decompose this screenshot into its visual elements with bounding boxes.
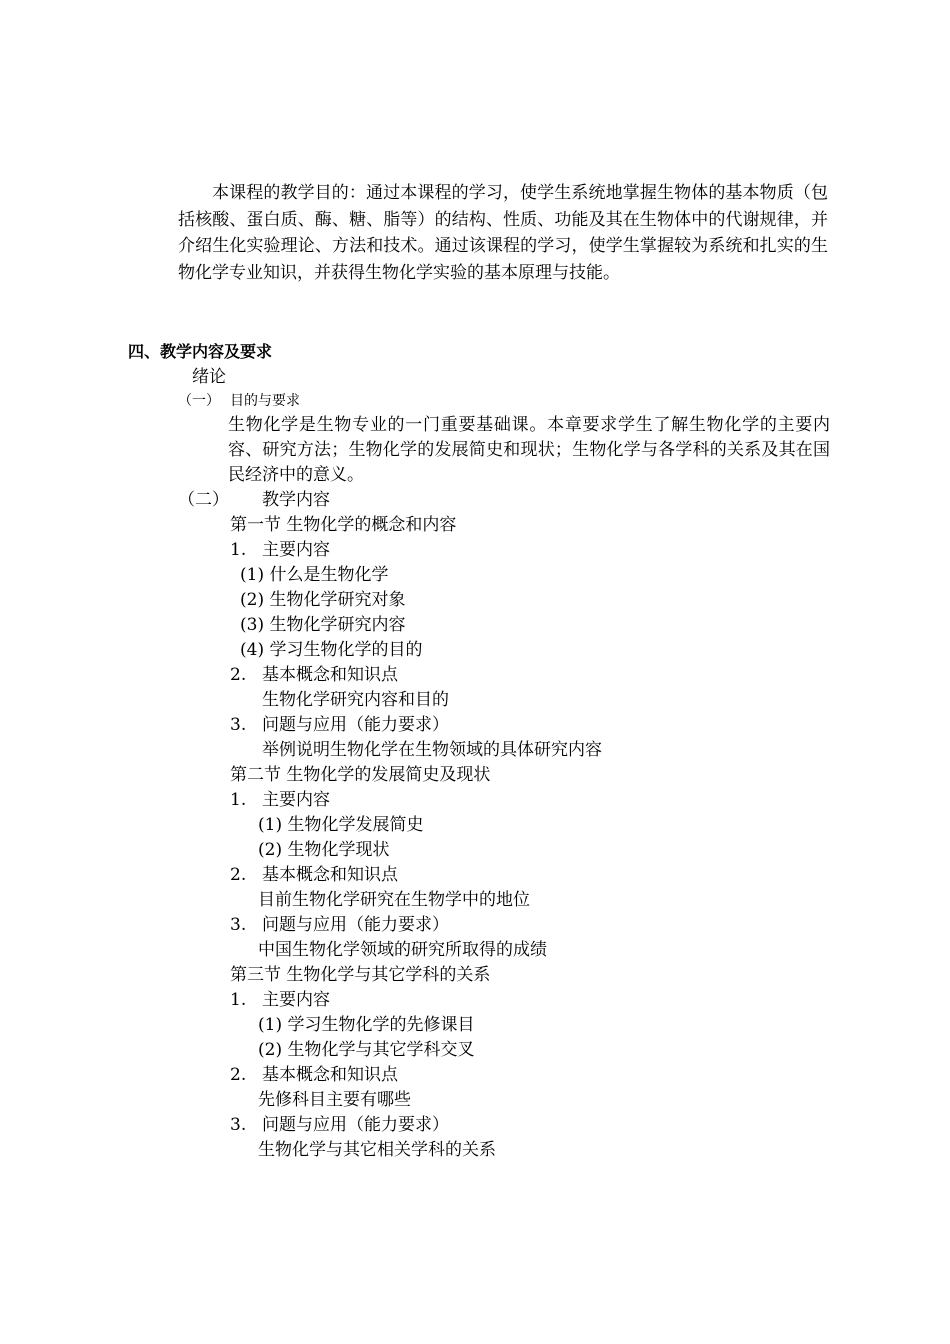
part1-title: 目的与要求 xyxy=(230,393,300,409)
s1-title: 第一节 生物化学的概念和内容 xyxy=(230,515,457,535)
s1-item3: 问题与应用（能力要求） xyxy=(262,715,449,735)
s2-title: 第二节 生物化学的发展简史及现状 xyxy=(230,765,491,785)
s1-item2: 基本概念和知识点 xyxy=(262,665,398,685)
s2-item3-text: 中国生物化学领域的研究所取得的成绩 xyxy=(258,940,547,960)
chapter-title: 绪论 xyxy=(192,367,226,387)
s1-sub4: (4) 学习生物化学的目的 xyxy=(240,640,423,660)
s3-sub2: (2) 生物化学与其它学科交叉 xyxy=(258,1040,475,1060)
s3-item3: 问题与应用（能力要求） xyxy=(262,1115,449,1135)
s2-item3: 问题与应用（能力要求） xyxy=(262,915,449,935)
s3-title: 第三节 生物化学与其它学科的关系 xyxy=(230,965,491,985)
s3-item1-number: 1. xyxy=(230,990,247,1010)
s2-item2-text: 目前生物化学研究在生物学中的地位 xyxy=(258,890,530,910)
s2-item3-number: 3. xyxy=(230,915,247,935)
s2-item1: 主要内容 xyxy=(262,790,330,810)
s1-sub2: (2) 生物化学研究对象 xyxy=(240,590,406,610)
s1-item3-text: 举例说明生物化学在生物领域的具体研究内容 xyxy=(262,740,602,760)
part1-marker: （一） xyxy=(178,393,220,409)
s1-item1: 主要内容 xyxy=(262,540,330,560)
s3-item2: 基本概念和知识点 xyxy=(262,1065,398,1085)
s3-item2-number: 2. xyxy=(230,1065,247,1085)
s2-sub1: (1) 生物化学发展简史 xyxy=(258,815,424,835)
s3-item3-text: 生物化学与其它相关学科的关系 xyxy=(258,1140,496,1160)
part1-text: 生物化学是生物专业的一门重要基础课。本章要求学生了解生物化学的主要内容、研究方法；生物化学的发展简史和现状；生物化学与各学科的关系及其在国民经济中的意义。 xyxy=(228,415,830,485)
s3-sub1: (1) 学习生物化学的先修课目 xyxy=(258,1015,475,1035)
s1-item1-number: 1. xyxy=(230,540,247,560)
s3-item3-number: 3. xyxy=(230,1115,247,1135)
s1-item2-text: 生物化学研究内容和目的 xyxy=(262,690,449,710)
s2-item2-number: 2. xyxy=(230,865,247,885)
s1-item3-number: 3. xyxy=(230,715,247,735)
s3-item1: 主要内容 xyxy=(262,990,330,1010)
part2-marker: （二） xyxy=(178,490,229,510)
s3-item2-text: 先修科目主要有哪些 xyxy=(258,1090,411,1110)
intro-paragraph: 本课程的教学目的：通过本课程的学习，使学生系统地掌握生物体的基本物质（包括核酸、蛋白质、酶、糖、脂等）的结构、性质、功能及其在生物体中的代谢规律，并介绍生化实验理论、方法和技术。通过该课程的学习，使学生掌握较为系统和扎实的生物化学专业知识，并获得生物化学实验的基本原理与技能。 xyxy=(178,183,828,283)
s2-item2: 基本概念和知识点 xyxy=(262,865,398,885)
s2-item1-number: 1. xyxy=(230,790,247,810)
s1-sub1: (1) 什么是生物化学 xyxy=(240,565,389,585)
s2-sub2: (2) 生物化学现状 xyxy=(258,840,390,860)
section-heading: 四、教学内容及要求 xyxy=(128,342,273,361)
s1-sub3: (3) 生物化学研究内容 xyxy=(240,615,406,635)
part2-title: 教学内容 xyxy=(262,490,330,510)
s1-item2-number: 2. xyxy=(230,665,247,685)
